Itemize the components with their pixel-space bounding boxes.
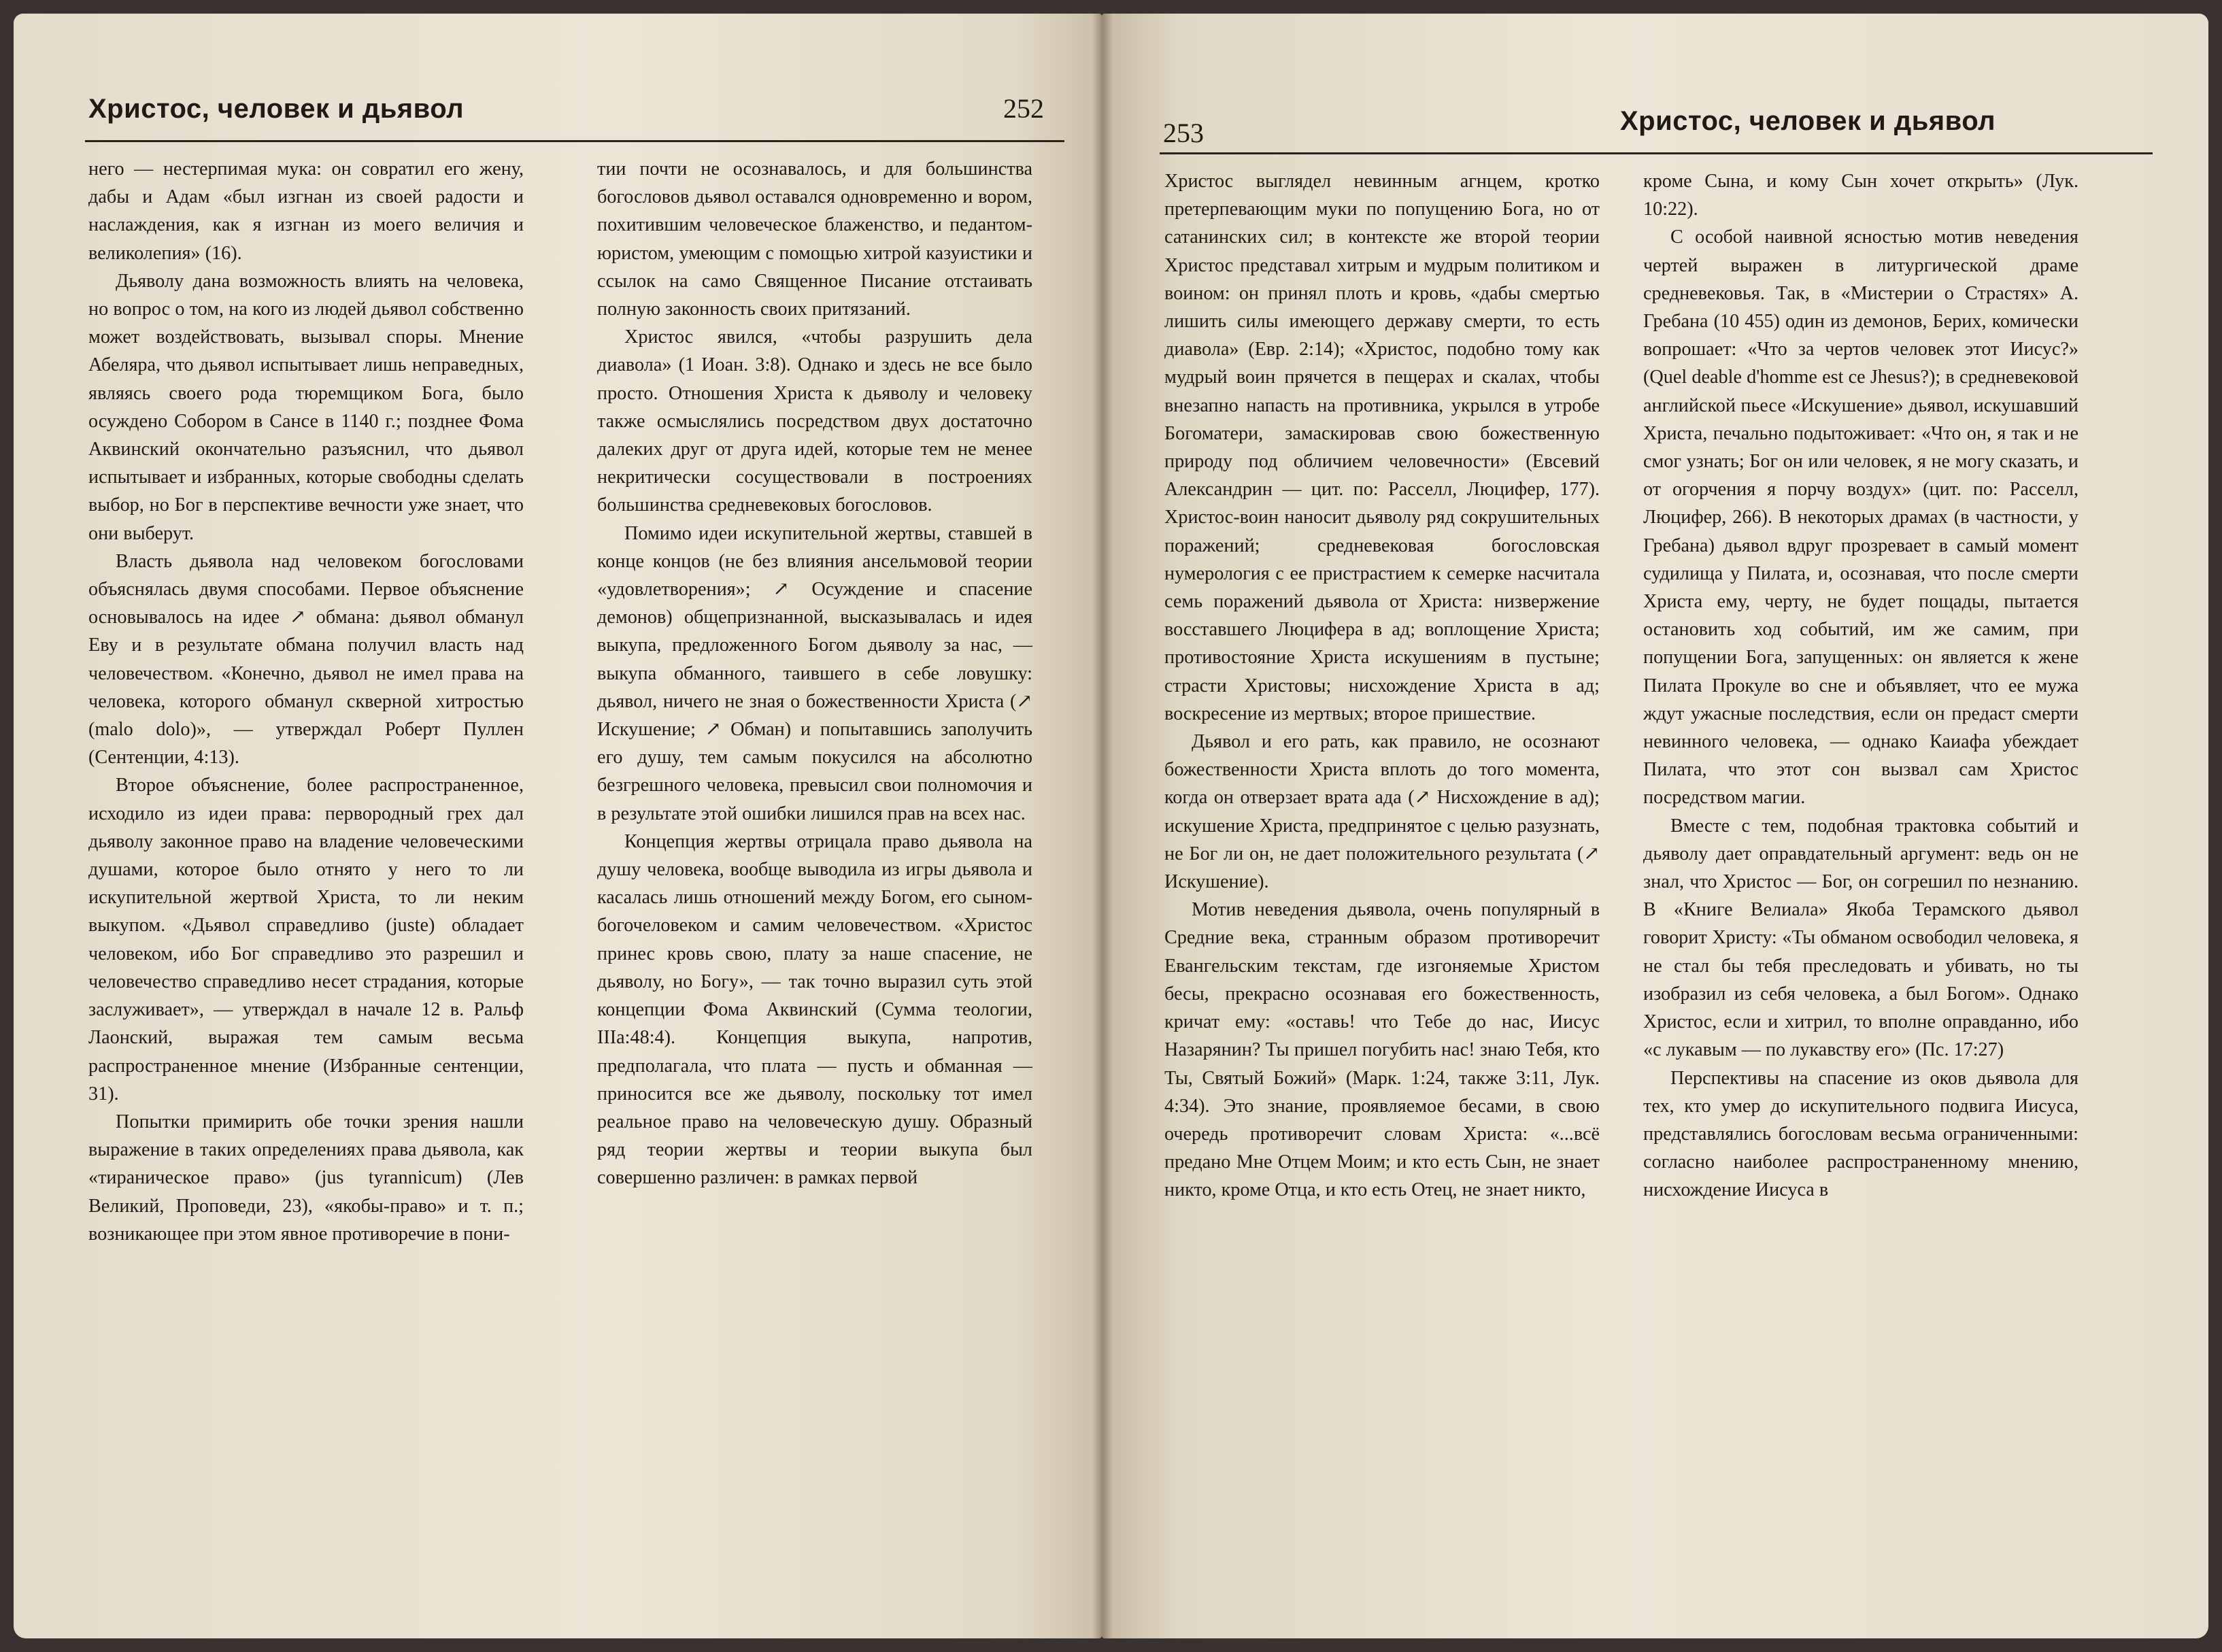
paragraph: Дьявол и его рать, как правило, не осознают божественности Христа вплоть до того момента, когда он отверзает врата ада (↗ Нисхождение в ад); искушение Христа, предпринятое с целью разузнать, не Бог ли он, не дает положительного результата (↗ Искушение).: [1164, 731, 1600, 893]
paragraph: Мотив неведения дьявола, очень популярный в Средние века, странным образом противоречит Евангельским текстам, где изгоняемые Христом бесы, прекрасно осознавая его божественность, кричат ему: «оставь! что Тебе до нас, Иисус Назарянин? Ты пришел погубить нас! знаю Тебя, кто Ты, Святый Божий» (Марк. 1:24, также 3:11, Лук. 4:34). Это знание, проявляемое бесами, в свою очередь противоречит словам Христа: «...всё предано Мне Отцем Моим; и кто есть Сын, не знает никто, кроме Отца, и кто есть Отец, не знает никто,: [1164, 899, 1600, 1201]
header-rule: [85, 140, 1064, 142]
paragraph: Власть дьявола над человеком богословами объяснялась двумя способами. Первое объяснение основывалось на идее ↗ обмана: дьявол обманул Еву и в результате обмана получил власть над человечеством. «Конечно, дьявол не имел права на человека, которого обманул скверной хитростью (malo dolo)», — утверждал Роберт Пуллен (Сентенции, 4:13).: [88, 550, 524, 769]
paragraph: него — нестерпимая мука: он совратил его жену, дабы и Адам «был изгнан из своей радости и наслаждения, как я изгнан из моего величия и великолепия» (16).: [88, 158, 524, 264]
text-column: [597, 155, 1032, 1192]
running-head: Христос, человек и дьявол: [88, 94, 465, 124]
paragraph: Второе объяснение, более распространенное, исходило из идеи права: первородный грех дал дьяволу законное право на владение человеческими душами, которое было отнято у него то ли искупительной жертвой Христа, то ли неким выкупом. «Дьявол справедливо (juste) обладает человеком, ибо Бог справедливо это разрешил и человечество справедливо несет страдания, которые заслуживает», — утверждал в начале 12 в. Ральф Лаонский, выражая тем самым весьма распространенное мнение (Избранные сентенции, 31).: [88, 775, 524, 1105]
paragraph: Помимо идеи искупительной жертвы, ставшей в конце концов (не без влияния ансельмовой теории «удовлетворения»; ↗ Осуждение и спасение демонов) общепризнанной, высказывалась и идея выкупа, предложенного Богом дьяволу за нас, — выкупа обманного, таившего в себе ловушку: дьявол, ничего не зная о божественности Христа (↗ Искушение; ↗ Обман) и попытавшись заполучить его душу, тем самым покусился на абсолютно безгрешного человека, превысил свои полномочия и в результате этой ошибки лишился прав на всех нас.: [597, 522, 1032, 824]
paragraph: Попытки примирить обе точки зрения нашли выражение в таких определениях права дьявола, как «тираническое право» (jus tyrannicum) (Лев Великий, Проповеди, 23), «якобы-право» и т. п.; возникающее при этом явное противоречие в пони-: [88, 1111, 524, 1245]
paragraph: Дьяволу дана возможность влиять на человека, но вопрос о том, на кого из людей дьявол собственно может воздействовать, вызывал споры. Мнение Абеляра, что дьявол испытывает лишь неправедных, являясь своего рода тюремщиком Бога, было осуждено Собором в Сансе в 1140 г.; позднее Фома Аквинский окончательно разъяснил, что дьявол испытывает и избранных, которые свободны сделать выбор, но Бог в перспективе вечности уже знает, что они выберут.: [88, 270, 524, 544]
page-number: 253: [1163, 118, 1204, 148]
right-page: [1102, 14, 2208, 1638]
header-rule: [1160, 152, 2153, 154]
book-gutter: [1092, 14, 1113, 1638]
text-column: [1164, 167, 1600, 1204]
text-column: [88, 155, 524, 1248]
paragraph: Перспективы на спасение из оков дьявола для тех, кто умер до искупительного подвига Иисуса, представлялись богословам весьма ограниченными: согласно наиболее распространенному мнению, нисхождение Иисуса в: [1643, 1067, 2078, 1201]
paragraph: Христос явился, «чтобы разрушить дела диавола» (1 Иоан. 3:8). Однако и здесь не все было просто. Отношения Христа к дьяволу и человеку также осмыслялись посредством двух достаточно далеких друг от друга идей, которые тем не менее некритически сосуществовали в построениях большинства средневековых богословов.: [597, 326, 1032, 516]
paragraph: Христос выглядел невинным агнцем, кротко претерпевающим муки по попущению Бога, но от сатанинских сил; в контексте же второй теории Христос представал хитрым и мудрым политиком и воином: он принял плоть и кровь, «дабы смертью лишить силы имеющего державу смерти, то есть диавола» (Евр. 2:14); «Христос, подобно тому как мудрый воин прячется в пещерах и скалах, чтобы внезапно напасть на противника, укрылся в утробе Богоматери, замаскировав свою божественную природу под обличием человечности» (Евсевий Александрин — цит. по: Расселл, Люцифер, 177). Христос-воин наносит дьяволу ряд сокрушительных поражений; средневековая богословская нумерология с ее пристрастием к семерке насчитала семь поражений дьявола от Христа: низвержение восставшего Люцифера в ад; воплощение Христа; противостояние Христа искушениям в пустыне; страсти Христовы; нисхождение Христа в ад; воскресение из мертвых; второе пришествие.: [1164, 171, 1600, 724]
paragraph: тии почти не осознавалось, и для большинства богословов дьявол оставался одновременно и вором, похитившим человеческое блаженство, и педантом-юристом, умеющим с помощью хитрой казуистики и ссылок на само Священное Писание отстаивать полную законность своих притязаний.: [597, 158, 1032, 320]
running-head: Христос, человек и дьявол: [1620, 106, 1996, 136]
page-number: 252: [1003, 93, 1044, 124]
text-column: [1643, 167, 2078, 1204]
paragraph: Концепция жертвы отрицала право дьявола на душу человека, вообще выводила из игры дьявола и касалась лишь отношений между Богом, его сыном-богочеловеком и самим человечеством. «Христос принес кровь свою, плату за наше спасение, не дьяволу, но Богу», — так точно выразил суть этой концепции Фома Аквинский (Сумма теологии, IIIa:48:4). Концепция выкупа, напротив, предполагала, что плата — пусть и обманная — приносится все же дьяволу, поскольку тот имел реальное право на человеческую душу. Образный ряд теории жертвы и теории выкупа был совершенно различен: в рамках первой: [597, 830, 1032, 1189]
left-page: [14, 14, 1102, 1638]
paragraph: С особой наивной ясностью мотив неведения чертей выражен в литургической драме средневековья. Так, в «Мистерии о Страстях» А. Гребана (10 455) один из демонов, Берих, комически вопрошает: «Что за чертов человек этот Иисус?» (Quel deable d'homme est ce Jhesus?); в средневековой английской пьесе «Искушение» дьявол, искушавший Христа, печально подытоживает: «Что он, я так и не смог узнать; Бог он или человек, я не могу сказать, и от огорчения я порчу воздух» (цит. по: Расселл, Люцифер, 266). В некоторых драмах (в частности, у Гребана) дьявол вдруг прозревает в самый момент судилища у Пилата, и, осознавая, что после смерти Христа ему, черту, не будет пощады, пытается остановить ход событий, им же самим, при попущении Бога, запущенных: он является к жене Пилата Прокуле во сне и объявляет, что ее мужа ждут ужасные последствия, если он предаст смерти невинного человека, — однако Каиафа убеждает Пилата, что этот сон вызвал сам Христос посредством магии.: [1643, 226, 2078, 809]
paragraph: Вместе с тем, подобная трактовка событий и дьяволу дает оправдательный аргумент: ведь он не знал, что Христос — Бог, он согрешил по незнанию. В «Книге Велиала» Якоба Терамского дьявол говорит Христу: «Ты обманом освободил человека, я не стал бы тебя преследовать и убивать, но ты изобразил из себя человека, а был Богом». Однако Христос, если и хитрил, то вполне оправданно, ибо «с лукавым — по лукавству его» (Пс. 17:27): [1643, 815, 2078, 1061]
paragraph: кроме Сына, и кому Сын хочет открыть» (Лук. 10:22).: [1643, 171, 2078, 220]
